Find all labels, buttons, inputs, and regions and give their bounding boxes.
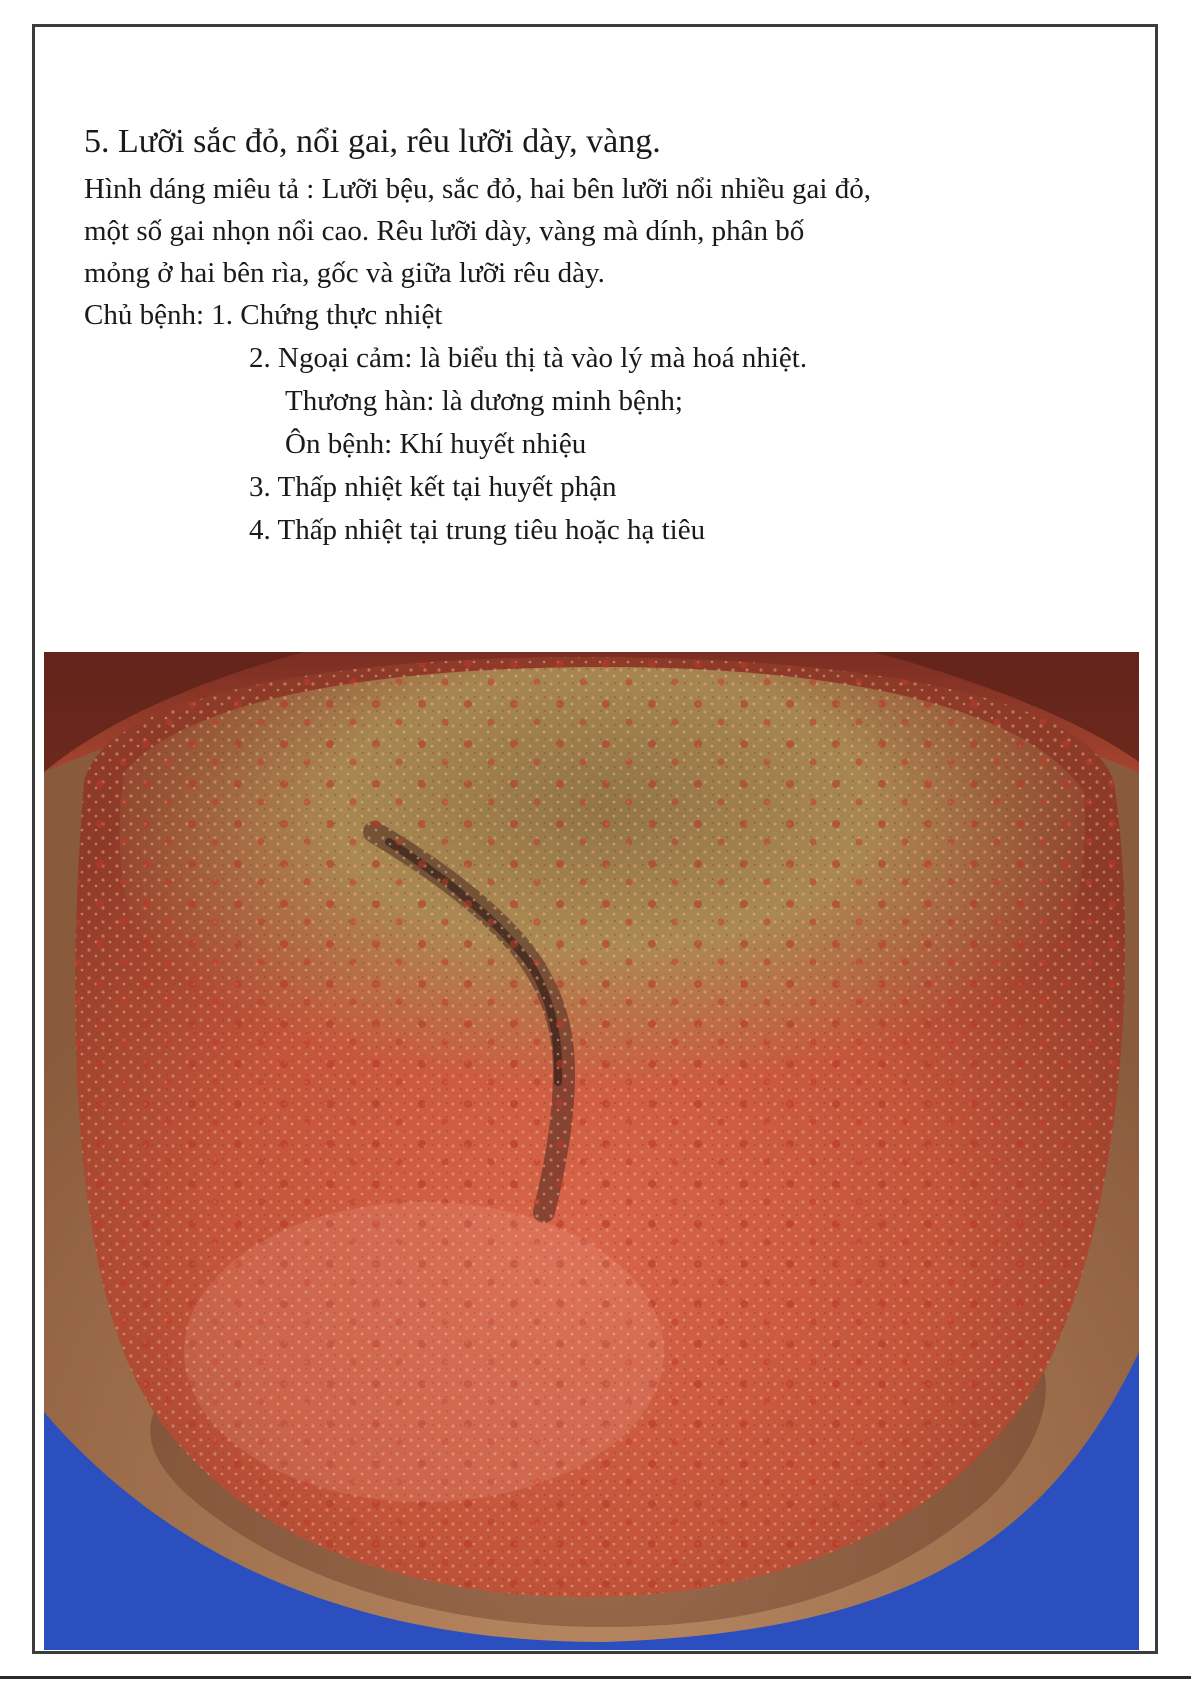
disease-label: Chủ bệnh:	[84, 299, 205, 331]
description-line: một số gai nhọn nổi cao. Rêu lưỡi dày, vàng mà dính, phân bố	[84, 215, 805, 247]
text-block	[84, 118, 1124, 552]
disease-row-1	[84, 294, 1124, 337]
description-line: mỏng ở hai bên rìa, gốc và giữa lưỡi rêu dày.	[84, 257, 605, 289]
disease-item: 1. Chứng thực nhiệt	[211, 299, 443, 331]
disease-sub-item: Thương hàn: là dương minh bệnh;	[285, 385, 683, 417]
disease-sub-item: Ôn bệnh: Khí huyết nhiệu	[285, 428, 587, 460]
page-bottom-rule	[0, 1676, 1191, 1679]
tongue-illustration	[44, 652, 1139, 1650]
tongue-photo	[44, 652, 1139, 1650]
disease-item: 4. Thấp nhiệt tại trung tiêu hoặc hạ tiêu	[249, 514, 706, 546]
section-title: 5. Lưỡi sắc đỏ, nổi gai, rêu lưỡi dày, vàng.	[84, 123, 661, 160]
disease-item: 2. Ngoại cảm: là biểu thị tà vào lý mà hoá nhiệt.	[249, 342, 808, 374]
disease-item: 3. Thấp nhiệt kết tại huyết phận	[249, 471, 617, 503]
disease-list	[84, 294, 1124, 552]
description-line: Hình dáng miêu tả : Lưỡi bệu, sắc đỏ, hai bên lưỡi nổi nhiều gai đỏ,	[84, 173, 871, 205]
